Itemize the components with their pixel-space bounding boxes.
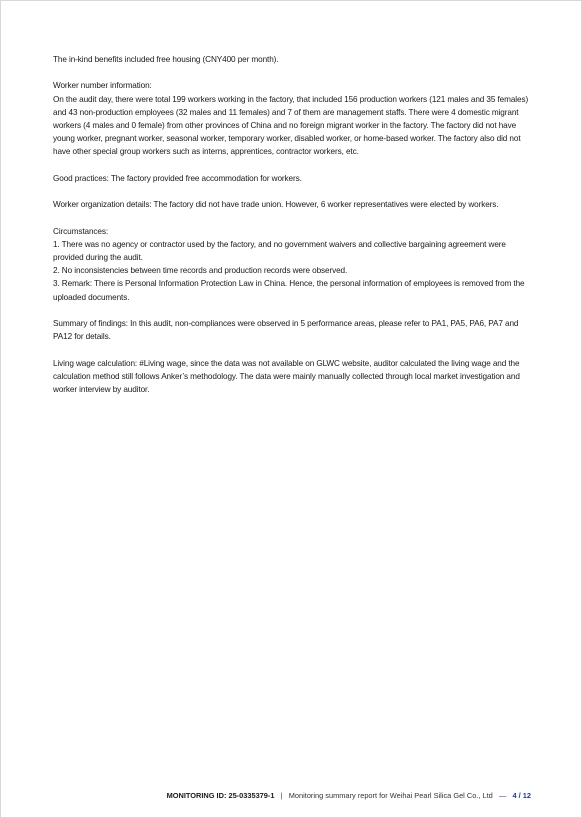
worker-organization-paragraph: Worker organization details: The factory did not have trade union. However, 6 worker representatives were elected by workers.	[53, 200, 499, 210]
living-wage-paragraph: Living wage calculation: #Living wage, since the data was not available on GLWC website, auditor calculated the living wage and the calculation method still follows Anker’s methodology. The data were mainly manually collected through local market investigation and worker interview by auditor.	[53, 358, 522, 394]
in-kind-benefits-paragraph: The in-kind benefits included free housing (CNY400 per month).	[53, 55, 279, 64]
circumstances-paragraph: Circumstances: 1. There was no agency or contractor used by the factory, and no government waivers and collective bargaining agreement were provided during the audit. 2. No inconsistencies between time records and production records were observed. 3. Remark: There is Personal Information Protection Law in China. Hence, the personal information of employees is removed from the uploaded documents.	[53, 226, 525, 302]
worker-number-paragraph: Worker number information: On the audit day, there were total 199 workers working in the factory, that included 156 production workers (121 males and 35 females) and 43 non-production employees (32 males and 11 females) and 7 of them are management staffs. There were 4 domestic migrant workers (4 males and 0 female) from other provinces of China and no foreign migrant worker in the factory. The factory did not have young worker, pregnant worker, seasonal worker, temporary worker, disabled worker, or home-based worker. The factory also did not have other special group workers such as interns, apprentices, contractor workers, etc.	[53, 81, 529, 157]
monitoring-id: MONITORING ID: 25-0335379-1	[166, 791, 275, 800]
report-description: Monitoring summary report for Weihai Pearl Silica Gel Co., Ltd	[288, 791, 493, 800]
report-body	[53, 53, 531, 409]
summary-of-findings-paragraph: Summary of findings: In this audit, non-compliances were observed in 5 performance areas, please refer to PA1, PA5, PA6, PA7 and PA12 for details.	[53, 318, 521, 342]
page-footer	[53, 791, 531, 801]
footer-dash: —	[498, 791, 507, 800]
good-practices-paragraph: Good practices: The factory provided free accommodation for workers.	[53, 173, 302, 183]
page-number: 4 / 12	[512, 791, 531, 800]
footer-separator: |	[280, 791, 283, 800]
